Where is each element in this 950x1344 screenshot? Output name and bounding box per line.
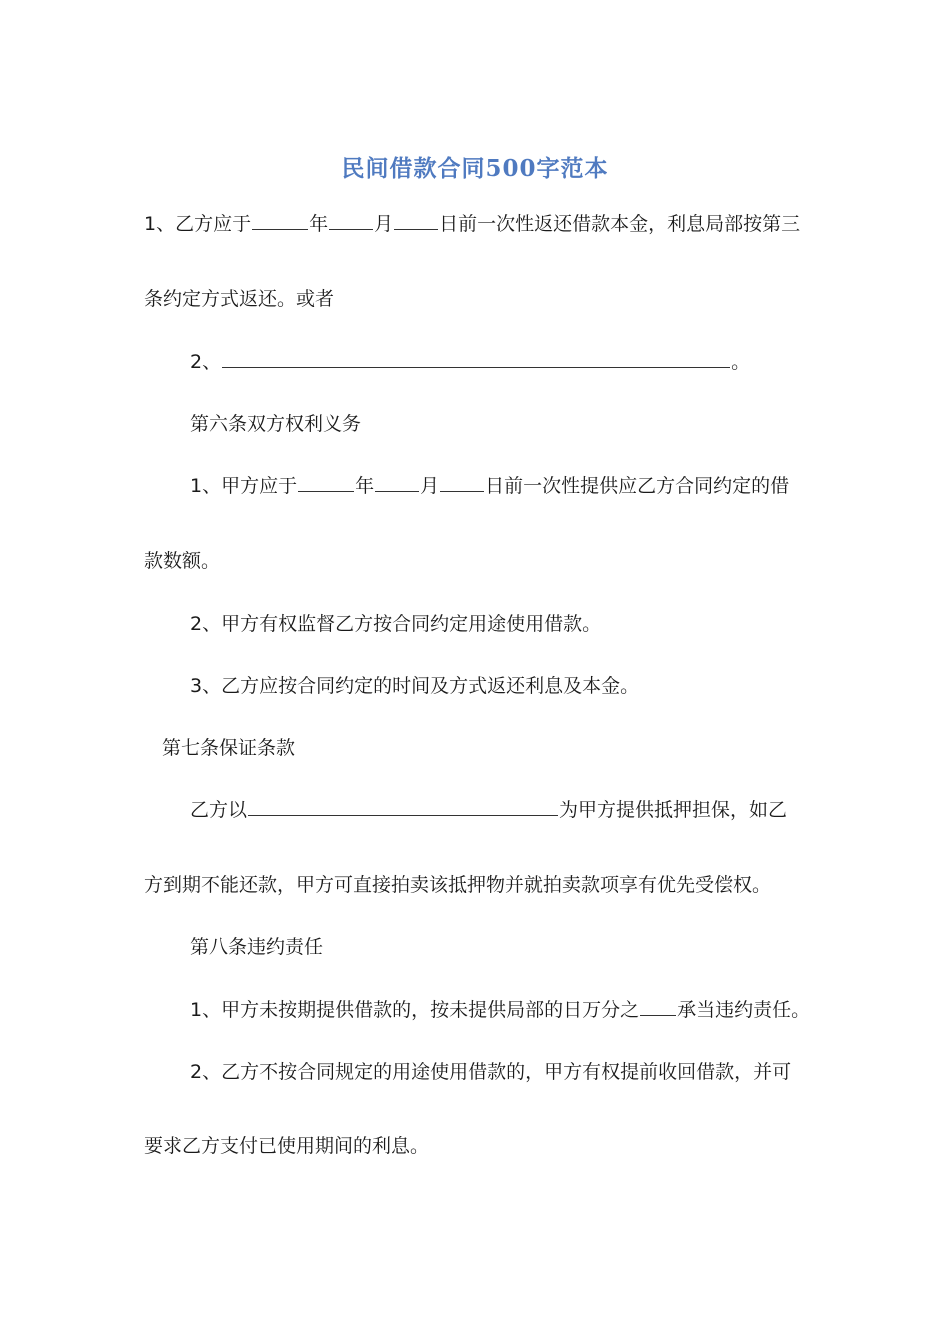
fill-blank — [440, 473, 484, 492]
clause-text: 为甲方提供抵押担保，如乙 — [559, 799, 788, 821]
clause-text: 日前一次性返还借款本金，利息局部按第三 — [439, 213, 801, 235]
clause-line: 条约定方式返还。或者 — [144, 288, 335, 310]
fill-blank — [375, 473, 419, 492]
clause-text: 乙方以 — [190, 799, 248, 821]
clause-line: 3、乙方应按合同约定的时间及方式返还利息及本金。 — [190, 675, 640, 697]
fill-blank — [222, 349, 730, 368]
clause-text: 年 — [355, 475, 375, 497]
clause-line: 方到期不能还款，甲方可直接拍卖该抵押物并就拍卖款项享有优先受偿权。 — [144, 874, 772, 896]
clause-text: 2、 — [190, 351, 222, 373]
clause-line — [144, 210, 800, 238]
fill-blank — [640, 997, 676, 1016]
clause-text: 1、甲方应于 — [190, 475, 298, 497]
clause-line — [190, 348, 750, 376]
document-title: 民间借款合同500字范本 — [341, 155, 609, 182]
fill-blank — [394, 211, 438, 230]
clause-line: 要求乙方支付已使用期间的利息。 — [144, 1135, 430, 1157]
clause-line — [190, 996, 810, 1024]
clause-line: 2、甲方有权监督乙方按合同约定用途使用借款。 — [190, 613, 602, 635]
fill-blank — [298, 473, 354, 492]
section-heading: 第六条双方权利义务 — [190, 413, 362, 435]
clause-line — [190, 796, 787, 824]
clause-text: 承当违约责任。 — [677, 999, 811, 1021]
fill-blank — [329, 211, 373, 230]
section-heading: 第八条违约责任 — [190, 936, 324, 958]
clause-text: 年 — [309, 213, 329, 235]
clause-text: 月 — [374, 213, 394, 235]
clause-text: 日前一次性提供应乙方合同约定的借 — [485, 475, 790, 497]
clause-line: 2、乙方不按合同规定的用途使用借款的，甲方有权提前收回借款，并可 — [190, 1061, 792, 1083]
section-heading: 第七条保证条款 — [162, 737, 296, 759]
clause-text: 月 — [420, 475, 440, 497]
clause-text: 。 — [731, 351, 751, 373]
clause-line — [190, 472, 789, 500]
clause-text: 1、乙方应于 — [144, 213, 252, 235]
clause-line: 款数额。 — [144, 550, 221, 572]
fill-blank — [248, 797, 558, 816]
clause-text: 1、甲方未按期提供借款的，按未提供局部的日万分之 — [190, 999, 640, 1021]
fill-blank — [252, 211, 308, 230]
